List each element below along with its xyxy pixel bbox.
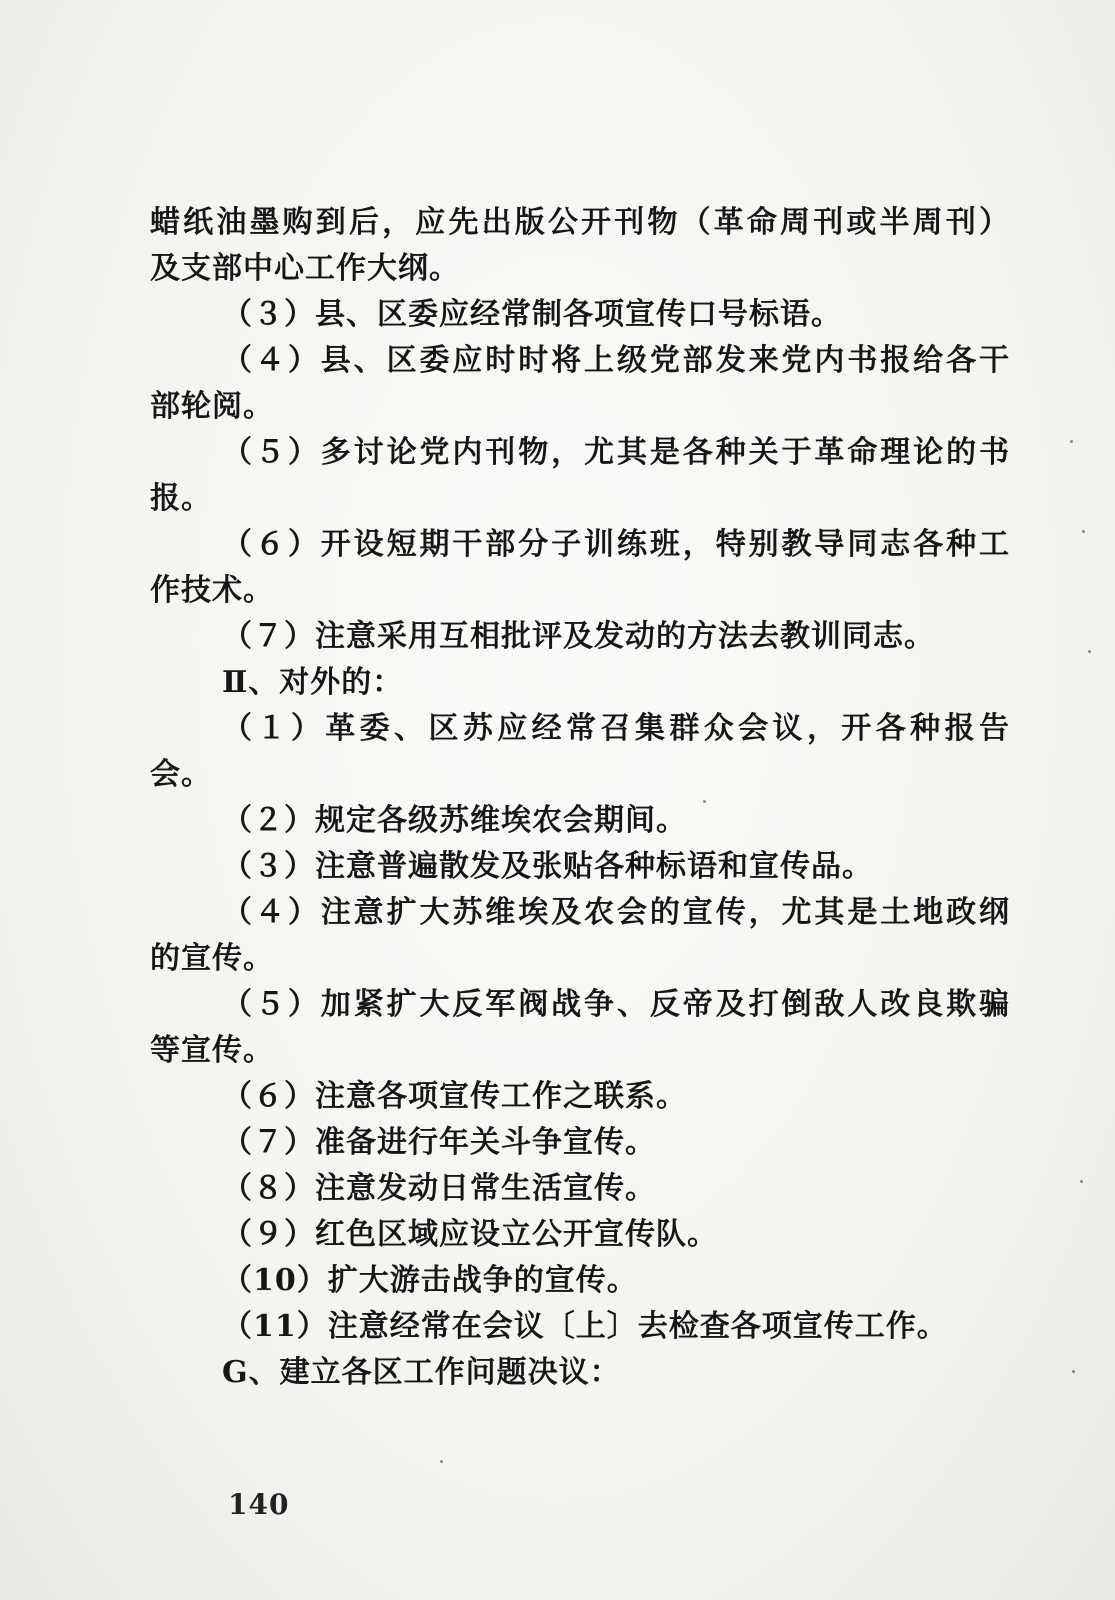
list-item: （１）革委、区苏应经常召集群众会议，开各种报告 (222, 711, 1010, 746)
body-text (150, 200, 1010, 1396)
text-line: 蜡纸油墨购到后，应先出版公开刊物（革命周刊或半周刊） (150, 205, 1010, 240)
list-item: （６）注意各项宣传工作之联系。 (222, 1079, 687, 1114)
page-number: 140 (228, 1488, 290, 1521)
text-line: 报。 (150, 481, 212, 516)
section-heading: G、建立各区工作问题决议： (222, 1355, 621, 1390)
scan-speck (1080, 1180, 1083, 1183)
scan-speck (1082, 530, 1085, 533)
list-item: （３）注意普遍散发及张贴各种标语和宣传品。 (222, 849, 873, 884)
text-line: 及支部中心工作大纲。 (150, 251, 460, 286)
scan-speck (1072, 1370, 1075, 1373)
list-item: （11）注意经常在会议〔上〕去检查各项宣传工作。 (222, 1309, 948, 1344)
scan-speck (1070, 440, 1073, 443)
list-item: （４）注意扩大苏维埃及农会的宣传，尤其是土地政纲 (222, 895, 1010, 930)
text-line: 等宣传。 (150, 1033, 274, 1068)
list-item: （５）多讨论党内刊物，尤其是各种关于革命理论的书 (222, 435, 1010, 470)
text-line: 部轮阅。 (150, 389, 274, 424)
list-item: （２）规定各级苏维埃农会期间。 (222, 803, 687, 838)
list-item: （４）县、区委应时时将上级党部发来党内书报给各干 (222, 343, 1010, 378)
section-heading: Ⅱ、对外的： (222, 665, 404, 700)
scan-speck (440, 1460, 443, 1463)
list-item: （５）加紧扩大反军阀战争、反帝及打倒敌人改良欺骗 (222, 987, 1010, 1022)
list-item: （７）准备进行年关斗争宣传。 (222, 1125, 656, 1160)
scan-speck (1088, 650, 1091, 653)
list-item: （10）扩大游击战争的宣传。 (222, 1263, 638, 1298)
scan-speck (703, 800, 706, 803)
text-line: 会。 (150, 757, 212, 792)
list-item: （７）注意采用互相批评及发动的方法去教训同志。 (222, 619, 935, 654)
list-item: （６）开设短期干部分子训练班，特别教导同志各种工 (222, 527, 1010, 562)
list-item: （８）注意发动日常生活宣传。 (222, 1171, 656, 1206)
list-item: （９）红色区域应设立公开宣传队。 (222, 1217, 718, 1252)
text-line: 的宣传。 (150, 941, 274, 976)
list-item: （３）县、区委应经常制各项宣传口号标语。 (222, 297, 842, 332)
text-line: 作技术。 (150, 573, 274, 608)
